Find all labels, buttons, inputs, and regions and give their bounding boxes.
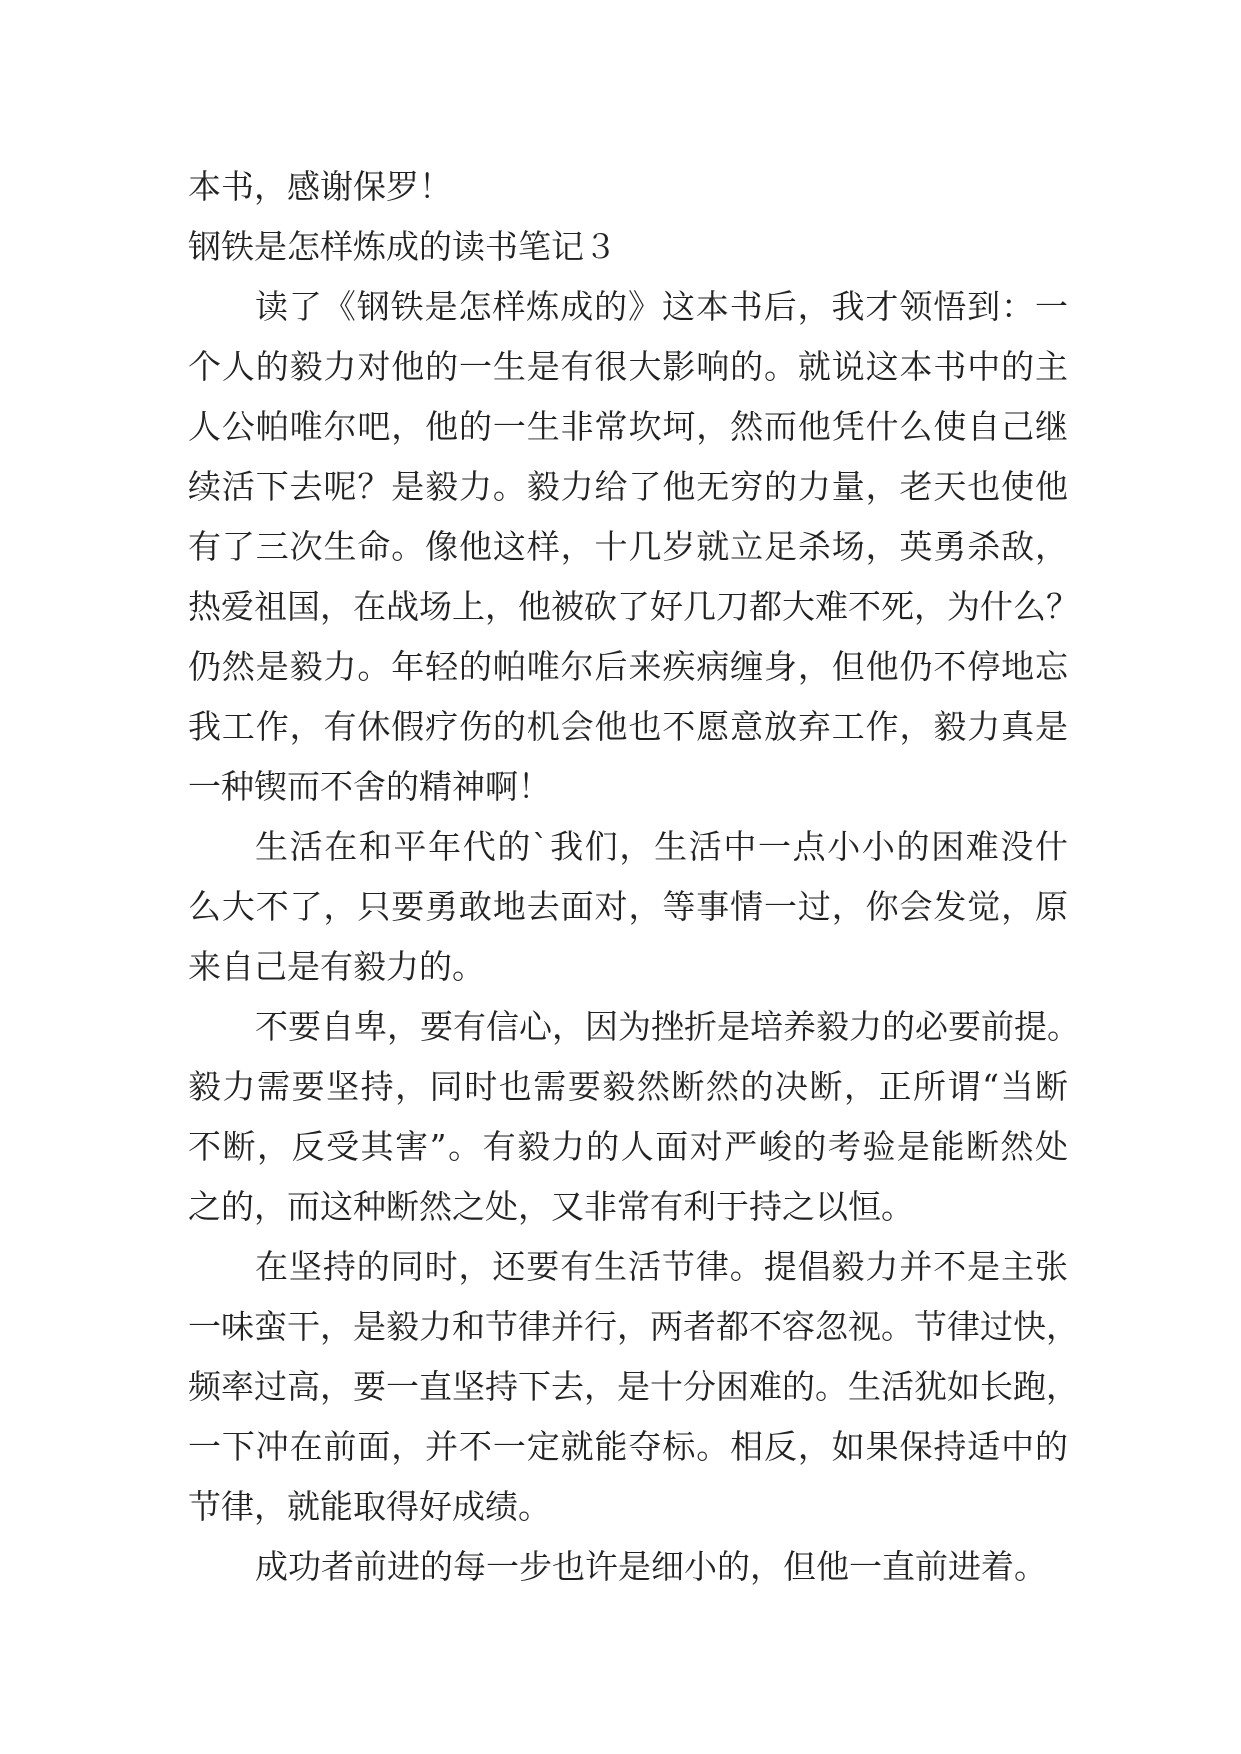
text-line: 不要自卑，要有信心，因为挫折是培养毅力的必要前提。 (255, 1007, 1080, 1046)
text-line: 有了三次生命。像他这样，十几岁就立足杀场，英勇杀敌， (188, 527, 1068, 566)
text-line: 本书，感谢保罗！ (188, 167, 452, 206)
text-line: 一味蛮干，是毅力和节律并行，两者都不容忽视。节律过快， (188, 1307, 1079, 1346)
text-line: 么大不了，只要勇敢地去面对，等事情一过，你会发觉，原 (188, 887, 1068, 926)
text-line: 不断，反受其害”。有毅力的人面对严峻的考验是能断然处 (188, 1127, 1068, 1166)
text-line: 我工作，有休假疗伤的机会他也不愿意放弃工作，毅力真是 (188, 707, 1068, 746)
text-line: 热爱祖国，在战场上，他被砍了好几刀都大难不死，为什么？ (188, 587, 1079, 626)
text-line: 之的，而这种断然之处，又非常有利于持之以恒。 (188, 1187, 914, 1226)
text-line: 仍然是毅力。年轻的帕唯尔后来疾病缠身，但他仍不停地忘 (188, 647, 1068, 686)
text-line: 一下冲在前面，并不一定就能夺标。相反，如果保持适中的 (188, 1427, 1068, 1466)
section-title: 钢铁是怎样炼成的读书笔记３ (188, 227, 617, 266)
text-line: 续活下去呢？是毅力。毅力给了他无穷的力量，老天也使他 (188, 467, 1068, 506)
text-line: 人公帕唯尔吧，他的一生非常坎坷，然而他凭什么使自己继 (188, 407, 1068, 446)
text-line: 生活在和平年代的`我们，生活中一点小小的困难没什 (255, 827, 1068, 866)
text-line: 来自己是有毅力的。 (188, 947, 485, 986)
text-line: 节律，就能取得好成绩。 (188, 1487, 551, 1526)
text-line: 毅力需要坚持，同时也需要毅然断然的决断，正所谓“当断 (188, 1067, 1068, 1106)
text-line: 一种锲而不舍的精神啊！ (188, 767, 551, 806)
text-line: 在坚持的同时，还要有生活节律。提倡毅力并不是主张 (255, 1247, 1068, 1286)
text-line: 成功者前进的每一步也许是细小的，但他一直前进着。 (255, 1547, 1047, 1586)
text-line: 个人的毅力对他的一生是有很大影响的。就说这本书中的主 (188, 347, 1068, 386)
text-line: 频率过高，要一直坚持下去，是十分困难的。生活犹如长跑， (188, 1367, 1079, 1406)
text-line: 读了《钢铁是怎样炼成的》这本书后，我才领悟到：一 (255, 287, 1068, 326)
